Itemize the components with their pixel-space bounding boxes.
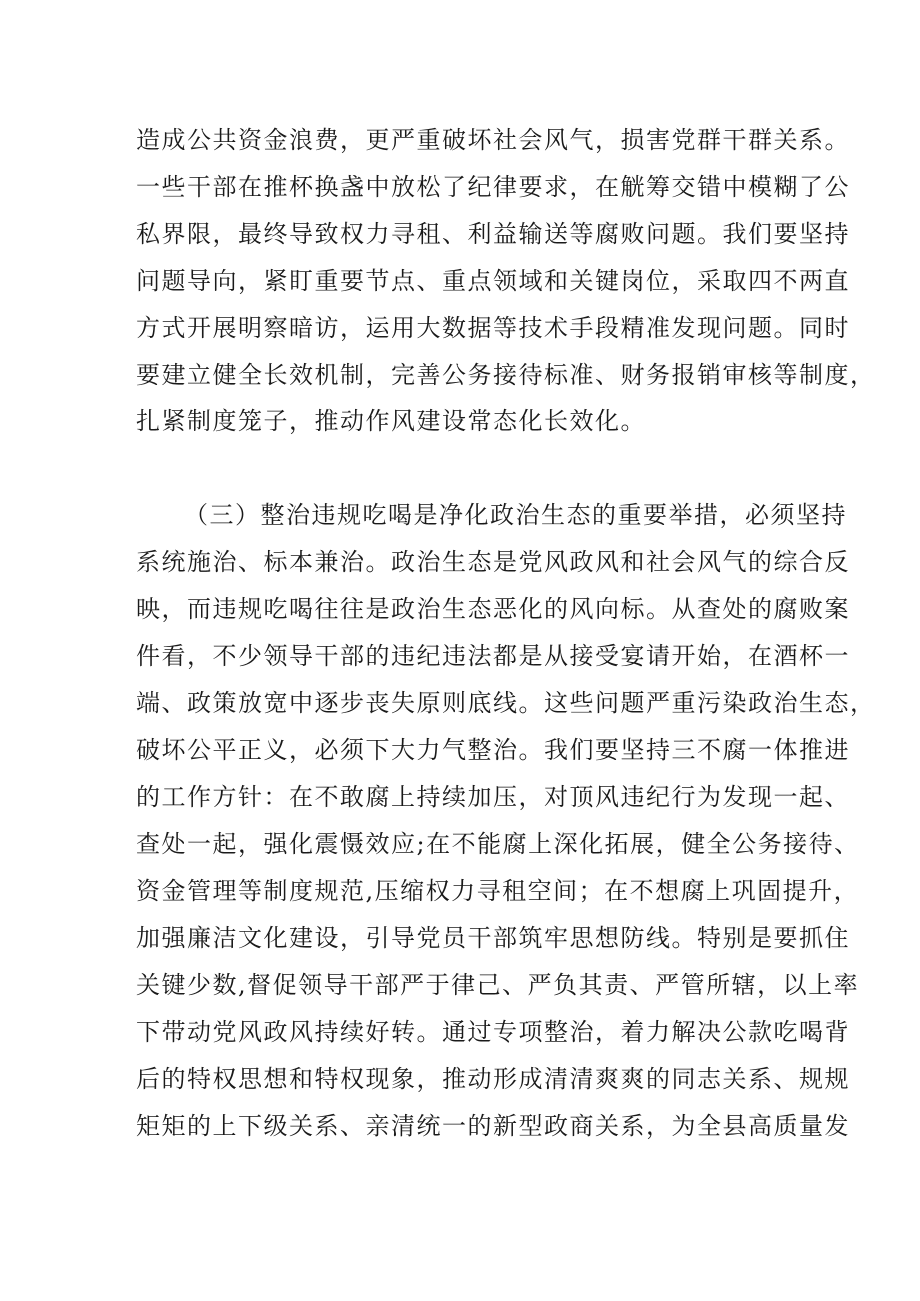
paragraph-line: 要建立健全长效机制，完善公务接待标准、财务报销审核等制度， bbox=[136, 361, 876, 389]
paragraph-line: 的工作方针：在不敢腐上持续加压，对顶风违纪行为发现一起、 bbox=[136, 783, 850, 811]
section-heading-line: （三）整治违规吃喝是净化政治生态的重要举措，必须坚持 bbox=[184, 501, 847, 529]
paragraph-line: 后的特权思想和特权现象，推动形成清清爽爽的同志关系、规规 bbox=[136, 1065, 850, 1093]
paragraph-line: 端、政策放宽中逐步丧失原则底线。这些问题严重污染政治生态， bbox=[136, 689, 876, 717]
paragraph-line: 下带动党风政风持续好转。通过专项整治，着力解决公款吃喝背 bbox=[136, 1018, 850, 1046]
paragraph-line: 系统施治、标本兼治。政治生态是党风政风和社会风气的综合反 bbox=[136, 548, 850, 576]
paragraph-line: 私界限，最终导致权力寻租、利益输送等腐败问题。我们要坚持 bbox=[136, 220, 850, 248]
paragraph-line: 查处一起，强化震慑效应;在不能腐上深化拓展，健全公务接待、 bbox=[136, 830, 860, 858]
paragraph-line: 映，而违规吃喝往往是政治生态恶化的风向标。从查处的腐败案 bbox=[136, 595, 850, 623]
paragraph-line: 件看，不少领导干部的违纪违法都是从接受宴请开始，在酒杯一 bbox=[136, 642, 850, 670]
paragraph-line: 扎紧制度笼子，推动作风建设常态化长效化。 bbox=[136, 407, 646, 435]
paragraph-line: 资金管理等制度规范,压缩权力寻租空间；在不想腐上巩固提升， bbox=[136, 877, 860, 905]
paragraph-line: 问题导向，紧盯重要节点、重点领域和关键岗位，采取四不两直 bbox=[136, 267, 850, 295]
paragraph-line: 一些干部在推杯换盏中放松了纪律要求，在觥筹交错中模糊了公 bbox=[136, 173, 850, 201]
paragraph-line: 加强廉洁文化建设，引导党员干部筑牢思想防线。特别是要抓住 bbox=[136, 924, 850, 952]
paragraph-line: 矩矩的上下级关系、亲清统一的新型政商关系，为全县高质量发 bbox=[136, 1112, 850, 1140]
paragraph-line: 造成公共资金浪费，更严重破坏社会风气，损害党群干群关系。 bbox=[136, 126, 850, 154]
paragraph-line: 方式开展明察暗访，运用大数据等技术手段精准发现问题。同时 bbox=[136, 314, 850, 342]
paragraph-line: 破坏公平正义，必须下大力气整治。我们要坚持三不腐一体推进 bbox=[136, 736, 850, 764]
paragraph-line: 关键少数,督促领导干部严于律己、严负其责、严管所辖，以上率 bbox=[136, 971, 860, 999]
